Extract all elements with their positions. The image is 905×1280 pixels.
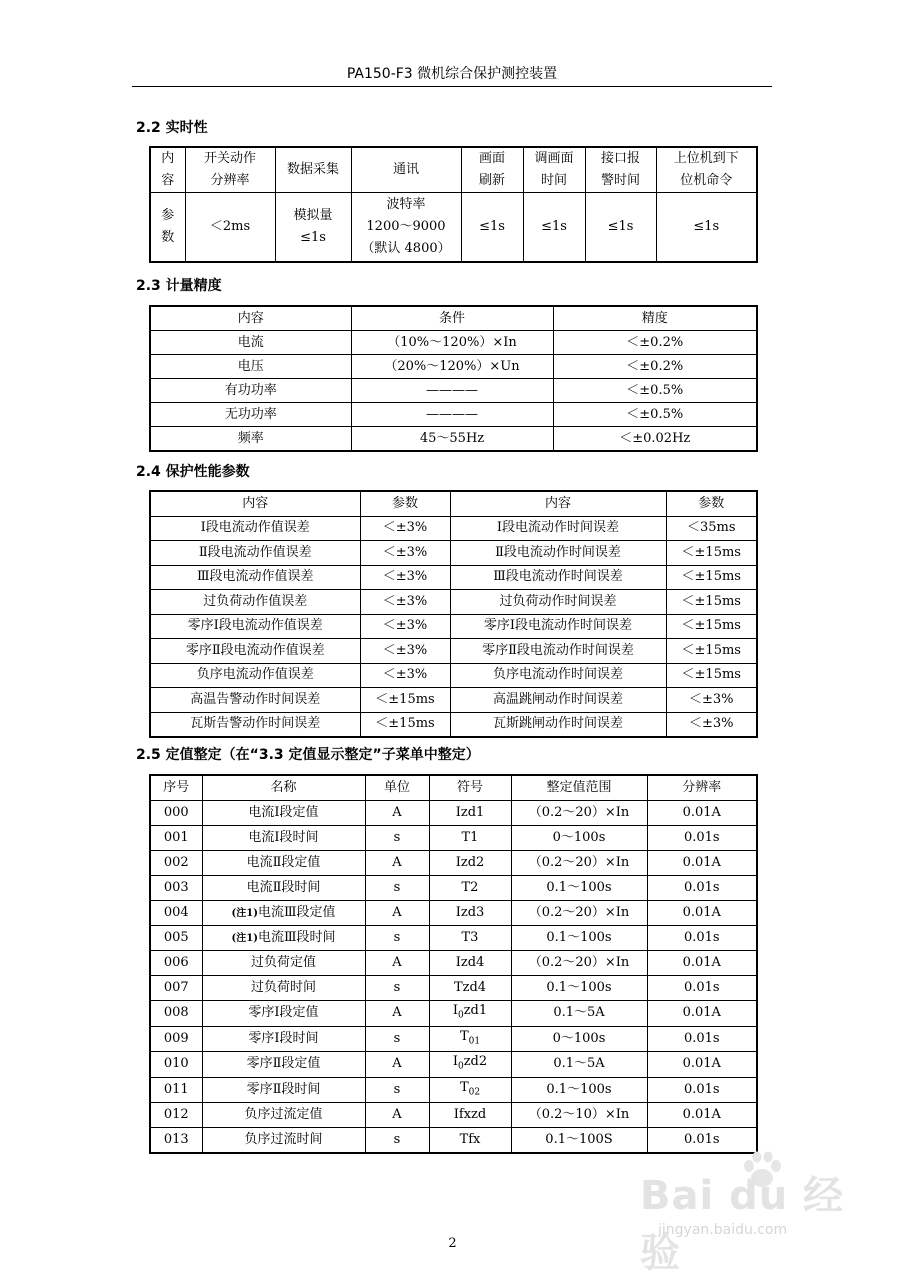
protection-cell: 高温跳闸动作时间误差 xyxy=(450,688,666,713)
accuracy-cell: ———— xyxy=(351,403,553,427)
settings-name-text: 电流Ⅱ段时间 xyxy=(246,880,321,895)
settings-no-cell: 006 xyxy=(150,951,202,976)
protection-cell: 瓦斯跳闸动作时间误差 xyxy=(450,712,666,737)
settings-name-cell xyxy=(202,1026,365,1052)
protection-cell: ＜±3% xyxy=(360,663,450,688)
realtime-value-cell-line: ≤1s xyxy=(607,219,634,234)
settings-no-cell: 004 xyxy=(150,901,202,926)
settings-range-cell: 0～100s xyxy=(511,1026,647,1052)
realtime-header-cell xyxy=(523,147,585,193)
realtime-header-cell xyxy=(351,147,461,193)
settings-range-cell: 0.1～5A xyxy=(511,1052,647,1078)
accuracy-table xyxy=(149,305,758,452)
settings-unit-cell: s xyxy=(365,976,429,1001)
settings-row xyxy=(150,876,757,901)
accuracy-cell: ＜±0.5% xyxy=(553,379,757,403)
protection-header-cell: 内容 xyxy=(450,491,666,516)
settings-name-cell xyxy=(202,926,365,951)
settings-name-cell xyxy=(202,1103,365,1128)
realtime-value-cell xyxy=(275,193,351,263)
settings-name-text: 电流Ⅰ段时间 xyxy=(248,830,319,845)
settings-symbol-cell xyxy=(429,826,511,851)
realtime-value-cell-line: 模拟量 xyxy=(293,208,333,223)
section-title-accuracy: 2.3 计量精度 xyxy=(136,278,222,294)
realtime-value-cell xyxy=(523,193,585,263)
settings-name-text: 零序Ⅱ段时间 xyxy=(246,1082,321,1098)
accuracy-cell: ＜±0.5% xyxy=(553,403,757,427)
settings-unit-cell: s xyxy=(365,1077,429,1103)
realtime-row-label-line: 内 xyxy=(161,151,175,166)
protection-cell: 过负荷动作时间误差 xyxy=(450,590,666,615)
realtime-value-cell-line: ≤1s xyxy=(300,230,326,245)
protection-cell: ＜±15ms xyxy=(666,541,757,566)
settings-unit-cell: A xyxy=(365,1001,429,1027)
settings-no-cell: 000 xyxy=(150,801,202,826)
realtime-header-cell-line: 警时间 xyxy=(600,173,640,188)
settings-name-cell xyxy=(202,801,365,826)
accuracy-cell: （10%～120%）×In xyxy=(351,331,553,355)
settings-symbol-text: Izd1 xyxy=(455,805,485,820)
settings-symbol-text: I xyxy=(452,1003,458,1018)
settings-resolution-cell: 0.01s xyxy=(647,926,757,951)
settings-symbol-text: Izd3 xyxy=(455,905,485,920)
protection-cell: ＜±3% xyxy=(360,590,450,615)
settings-symbol-text: T1 xyxy=(461,830,479,845)
settings-unit-cell: s xyxy=(365,876,429,901)
settings-range-cell: 0.1～100s xyxy=(511,926,647,951)
settings-name-cell xyxy=(202,1077,365,1103)
settings-name-cell xyxy=(202,976,365,1001)
realtime-row-label-line: 容 xyxy=(161,173,175,188)
settings-range-cell: （0.2～20）×In xyxy=(511,951,647,976)
protection-cell: ＜±3% xyxy=(666,688,757,713)
settings-symbol-text: T xyxy=(459,1079,469,1095)
settings-symbol-cell xyxy=(429,1128,511,1154)
watermark-logo: Bai du 经验 xyxy=(640,1173,845,1276)
settings-no-cell: 001 xyxy=(150,826,202,851)
settings-name-text: 零序Ⅱ段定值 xyxy=(246,1056,321,1072)
settings-range-cell: （0.2～10）×In xyxy=(511,1103,647,1128)
settings-no-cell: 003 xyxy=(150,876,202,901)
settings-row xyxy=(150,901,757,926)
accuracy-row xyxy=(150,355,757,379)
settings-unit-cell: A xyxy=(365,1103,429,1128)
settings-range-cell: 0～100s xyxy=(511,826,647,851)
settings-symbol-text: I xyxy=(452,1054,458,1070)
protection-cell: ＜±15ms xyxy=(666,614,757,639)
settings-resolution-cell: 0.01s xyxy=(647,976,757,1001)
settings-symbol-cell xyxy=(429,801,511,826)
protection-cell: ＜±15ms xyxy=(666,565,757,590)
protection-cell: ＜±15ms xyxy=(666,590,757,615)
settings-resolution-cell: 0.01A xyxy=(647,951,757,976)
settings-table xyxy=(149,774,758,1154)
settings-symbol-cell xyxy=(429,876,511,901)
protection-header-cell: 内容 xyxy=(150,491,360,516)
settings-header-cell: 名称 xyxy=(202,775,365,801)
realtime-value-cell-line: ≤1s xyxy=(693,219,720,234)
settings-row xyxy=(150,801,757,826)
settings-symbol-text: zd2 xyxy=(463,1054,488,1070)
realtime-header-cell-line: 上位机到下 xyxy=(673,151,739,166)
realtime-value-row xyxy=(150,193,757,263)
settings-unit-cell: s xyxy=(365,1128,429,1154)
settings-row xyxy=(150,826,757,851)
realtime-value-cell-line: （默认 4800） xyxy=(361,241,451,256)
settings-header-cell: 单位 xyxy=(365,775,429,801)
settings-row xyxy=(150,851,757,876)
realtime-row-label xyxy=(150,147,185,193)
settings-note: (注1) xyxy=(231,907,258,919)
settings-no-cell: 002 xyxy=(150,851,202,876)
settings-header-cell: 符号 xyxy=(429,775,511,801)
realtime-header-cell-line: 数据采集 xyxy=(286,162,339,177)
protection-cell: ＜±15ms xyxy=(666,639,757,664)
settings-range-cell: （0.2～20）×In xyxy=(511,851,647,876)
settings-unit-cell: s xyxy=(365,1026,429,1052)
accuracy-cell: 无功功率 xyxy=(150,403,351,427)
accuracy-header-cell: 条件 xyxy=(351,306,553,331)
protection-row xyxy=(150,516,757,541)
settings-row xyxy=(150,976,757,1001)
accuracy-row xyxy=(150,331,757,355)
settings-resolution-cell: 0.01s xyxy=(647,876,757,901)
accuracy-cell: 45～55Hz xyxy=(351,427,553,452)
protection-row xyxy=(150,688,757,713)
accuracy-cell: 有功功率 xyxy=(150,379,351,403)
settings-header-cell: 整定值范围 xyxy=(511,775,647,801)
settings-symbol-cell xyxy=(429,901,511,926)
realtime-header-cell-line: 接口报 xyxy=(600,151,640,166)
settings-name-text: 电流Ⅰ段定值 xyxy=(248,805,319,820)
settings-no-cell: 012 xyxy=(150,1103,202,1128)
settings-unit-cell: A xyxy=(365,851,429,876)
protection-cell: ＜±3% xyxy=(666,712,757,737)
settings-symbol-cell xyxy=(429,851,511,876)
settings-range-cell: 0.1～5A xyxy=(511,1001,647,1027)
settings-symbol-text: Tfx xyxy=(459,1132,481,1148)
protection-cell: 高温告警动作时间误差 xyxy=(150,688,360,713)
settings-range-cell: 0.1～100s xyxy=(511,1077,647,1103)
settings-name-text: 过负荷定值 xyxy=(250,955,316,970)
settings-header-cell: 序号 xyxy=(150,775,202,801)
settings-symbol-sub: 0 xyxy=(457,1010,464,1021)
settings-row xyxy=(150,1026,757,1052)
protection-table xyxy=(149,490,758,738)
realtime-header-cell-line: 分辨率 xyxy=(210,173,250,188)
realtime-value-cell-line: 波特率 xyxy=(386,197,426,212)
protection-row xyxy=(150,565,757,590)
protection-cell: 瓦斯告警动作时间误差 xyxy=(150,712,360,737)
settings-range-cell: （0.2～20）×In xyxy=(511,901,647,926)
settings-unit-cell: s xyxy=(365,926,429,951)
settings-symbol-cell xyxy=(429,1001,511,1027)
settings-range-cell: 0.1～100S xyxy=(511,1128,647,1154)
settings-no-cell: 005 xyxy=(150,926,202,951)
settings-row xyxy=(150,1103,757,1128)
settings-symbol-text: Ifxzd xyxy=(453,1107,487,1123)
settings-no-cell: 013 xyxy=(150,1128,202,1154)
realtime-value-cell-line: ≤1s xyxy=(479,219,505,234)
settings-symbol-text: Tzd4 xyxy=(453,980,487,995)
settings-header-cell: 分辨率 xyxy=(647,775,757,801)
settings-resolution-cell: 0.01A xyxy=(647,801,757,826)
protection-cell: ＜±3% xyxy=(360,639,450,664)
protection-cell: Ⅰ段电流动作时间误差 xyxy=(450,516,666,541)
settings-name-cell xyxy=(202,951,365,976)
realtime-value-cell-line: ≤1s xyxy=(541,219,567,234)
page-header: PA150-F3 微机综合保护测控装置 xyxy=(132,62,772,87)
accuracy-row xyxy=(150,403,757,427)
protection-cell: 零序Ⅱ段电流动作时间误差 xyxy=(450,639,666,664)
section-title-settings: 2.5 定值整定（在“3.3 定值显示整定”子菜单中整定） xyxy=(136,747,480,763)
realtime-value-cell-line: 1200～9000 xyxy=(366,219,446,234)
protection-cell: ＜35ms xyxy=(666,516,757,541)
settings-resolution-cell: 0.01s xyxy=(647,826,757,851)
realtime-header-cell xyxy=(461,147,523,193)
protection-row xyxy=(150,541,757,566)
settings-resolution-cell: 0.01A xyxy=(647,1052,757,1078)
settings-range-cell: 0.1～100s xyxy=(511,976,647,1001)
realtime-header-cell xyxy=(585,147,656,193)
protection-row xyxy=(150,590,757,615)
accuracy-row xyxy=(150,379,757,403)
settings-symbol-cell xyxy=(429,1026,511,1052)
realtime-header-cell xyxy=(656,147,757,193)
settings-name-cell xyxy=(202,826,365,851)
protection-cell: 零序Ⅰ段电流动作时间误差 xyxy=(450,614,666,639)
settings-name-cell xyxy=(202,901,365,926)
protection-cell: 零序Ⅰ段电流动作值误差 xyxy=(150,614,360,639)
settings-name-text: 负序过流定值 xyxy=(244,1107,323,1123)
realtime-row-label-line: 数 xyxy=(161,230,175,245)
protection-header-row xyxy=(150,491,757,516)
accuracy-cell: ＜±0.2% xyxy=(553,331,757,355)
accuracy-header-row xyxy=(150,306,757,331)
settings-symbol-text: T2 xyxy=(461,880,479,895)
accuracy-header-cell: 精度 xyxy=(553,306,757,331)
watermark-url: jingyan.baidu.com xyxy=(658,1222,788,1238)
settings-resolution-cell: 0.01A xyxy=(647,1001,757,1027)
settings-unit-cell: A xyxy=(365,901,429,926)
protection-cell: ＜±3% xyxy=(360,614,450,639)
realtime-header-cell-line: 通讯 xyxy=(392,162,419,177)
settings-name-cell xyxy=(202,851,365,876)
settings-symbol-sub: 0 xyxy=(457,1061,464,1072)
settings-resolution-cell: 0.01A xyxy=(647,851,757,876)
settings-name-text: 零序Ⅰ段时间 xyxy=(248,1030,319,1046)
settings-resolution-cell: 0.01A xyxy=(647,901,757,926)
settings-name-cell xyxy=(202,1001,365,1027)
protection-row xyxy=(150,712,757,737)
settings-header-row xyxy=(150,775,757,801)
realtime-row-label-line: 参 xyxy=(161,208,175,223)
realtime-value-cell xyxy=(656,193,757,263)
settings-name-text: 电流Ⅲ段时间 xyxy=(257,929,336,945)
settings-row xyxy=(150,1001,757,1027)
accuracy-row xyxy=(150,427,757,452)
settings-name-text: 零序Ⅰ段定值 xyxy=(248,1005,319,1021)
settings-name-cell xyxy=(202,1052,365,1078)
settings-unit-cell: A xyxy=(365,1052,429,1078)
realtime-header-cell-line: 开关动作 xyxy=(203,151,256,166)
settings-row xyxy=(150,926,757,951)
settings-symbol-text: zd1 xyxy=(463,1003,488,1018)
settings-unit-cell: s xyxy=(365,826,429,851)
settings-no-cell: 008 xyxy=(150,1001,202,1027)
section-title-realtime: 2.2 实时性 xyxy=(136,120,208,136)
protection-row xyxy=(150,663,757,688)
settings-name-text: 电流Ⅱ段定值 xyxy=(246,855,321,870)
accuracy-cell: （20%～120%）×Un xyxy=(351,355,553,379)
protection-cell: Ⅲ段电流动作时间误差 xyxy=(450,565,666,590)
settings-resolution-cell: 0.01A xyxy=(647,1103,757,1128)
settings-name-cell xyxy=(202,1128,365,1154)
realtime-header-cell-line: 时间 xyxy=(540,173,567,188)
settings-no-cell: 007 xyxy=(150,976,202,1001)
settings-symbol-cell xyxy=(429,1077,511,1103)
protection-cell: ＜±3% xyxy=(360,541,450,566)
protection-cell: ＜±3% xyxy=(360,516,450,541)
protection-cell: ＜±15ms xyxy=(360,688,450,713)
accuracy-cell: ＜±0.2% xyxy=(553,355,757,379)
settings-symbol-sub: 02 xyxy=(468,1087,481,1098)
settings-range-cell: 0.1～100s xyxy=(511,876,647,901)
settings-no-cell: 011 xyxy=(150,1077,202,1103)
realtime-value-cell xyxy=(585,193,656,263)
settings-symbol-text: Izd2 xyxy=(455,855,485,870)
settings-resolution-cell: 0.01s xyxy=(647,1077,757,1103)
realtime-header-cell-line: 画面 xyxy=(478,151,505,166)
accuracy-cell: 频率 xyxy=(150,427,351,452)
protection-cell: ＜±15ms xyxy=(360,712,450,737)
settings-symbol-cell xyxy=(429,1103,511,1128)
section-title-protection: 2.4 保护性能参数 xyxy=(136,464,250,480)
realtime-value-cell xyxy=(351,193,461,263)
realtime-header-row xyxy=(150,147,757,193)
protection-cell: Ⅱ段电流动作时间误差 xyxy=(450,541,666,566)
realtime-table xyxy=(149,146,758,263)
protection-cell: Ⅰ段电流动作值误差 xyxy=(150,516,360,541)
realtime-header-cell-line: 调画面 xyxy=(534,151,574,166)
settings-symbol-text: T xyxy=(459,1028,469,1044)
settings-symbol-cell xyxy=(429,951,511,976)
realtime-header-cell-line: 刷新 xyxy=(478,173,505,188)
settings-no-cell: 009 xyxy=(150,1026,202,1052)
protection-cell: 过负荷动作值误差 xyxy=(150,590,360,615)
settings-row xyxy=(150,1052,757,1078)
realtime-header-cell xyxy=(275,147,351,193)
realtime-value-cell xyxy=(185,193,275,263)
accuracy-cell: 电压 xyxy=(150,355,351,379)
settings-name-cell xyxy=(202,876,365,901)
settings-symbol-sub: 01 xyxy=(468,1036,481,1047)
settings-resolution-cell: 0.01s xyxy=(647,1026,757,1052)
protection-header-cell: 参数 xyxy=(360,491,450,516)
settings-range-cell: （0.2～20）×In xyxy=(511,801,647,826)
realtime-row-label xyxy=(150,193,185,263)
settings-symbol-cell xyxy=(429,1052,511,1078)
settings-row xyxy=(150,1077,757,1103)
settings-resolution-cell: 0.01s xyxy=(647,1128,757,1154)
accuracy-header-cell: 内容 xyxy=(150,306,351,331)
page-number: 2 xyxy=(448,1236,457,1251)
protection-cell: Ⅱ段电流动作值误差 xyxy=(150,541,360,566)
protection-cell: Ⅲ段电流动作值误差 xyxy=(150,565,360,590)
protection-row xyxy=(150,614,757,639)
protection-cell: 负序电流动作时间误差 xyxy=(450,663,666,688)
protection-row xyxy=(150,639,757,664)
settings-unit-cell: A xyxy=(365,801,429,826)
settings-name-text: 过负荷时间 xyxy=(250,980,316,995)
protection-cell: ＜±15ms xyxy=(666,663,757,688)
protection-header-cell: 参数 xyxy=(666,491,757,516)
realtime-header-cell-line: 位机命令 xyxy=(680,173,733,188)
protection-cell: 零序Ⅱ段电流动作值误差 xyxy=(150,639,360,664)
settings-no-cell: 010 xyxy=(150,1052,202,1078)
baidu-watermark xyxy=(640,1150,880,1276)
settings-symbol-cell xyxy=(429,976,511,1001)
settings-row xyxy=(150,951,757,976)
realtime-header-cell xyxy=(185,147,275,193)
accuracy-cell: ＜±0.02Hz xyxy=(553,427,757,452)
protection-cell: 负序电流动作值误差 xyxy=(150,663,360,688)
settings-symbol-cell xyxy=(429,926,511,951)
accuracy-cell: ———— xyxy=(351,379,553,403)
realtime-value-cell-line: ＜2ms xyxy=(209,219,251,234)
settings-name-text: 电流Ⅲ段定值 xyxy=(257,904,336,920)
settings-unit-cell: A xyxy=(365,951,429,976)
settings-symbol-text: Izd4 xyxy=(455,955,485,970)
protection-cell: ＜±3% xyxy=(360,565,450,590)
settings-name-text: 负序过流时间 xyxy=(244,1132,323,1148)
settings-note: (注1) xyxy=(231,932,258,944)
accuracy-cell: 电流 xyxy=(150,331,351,355)
settings-symbol-text: T3 xyxy=(461,930,479,945)
realtime-value-cell xyxy=(461,193,523,263)
